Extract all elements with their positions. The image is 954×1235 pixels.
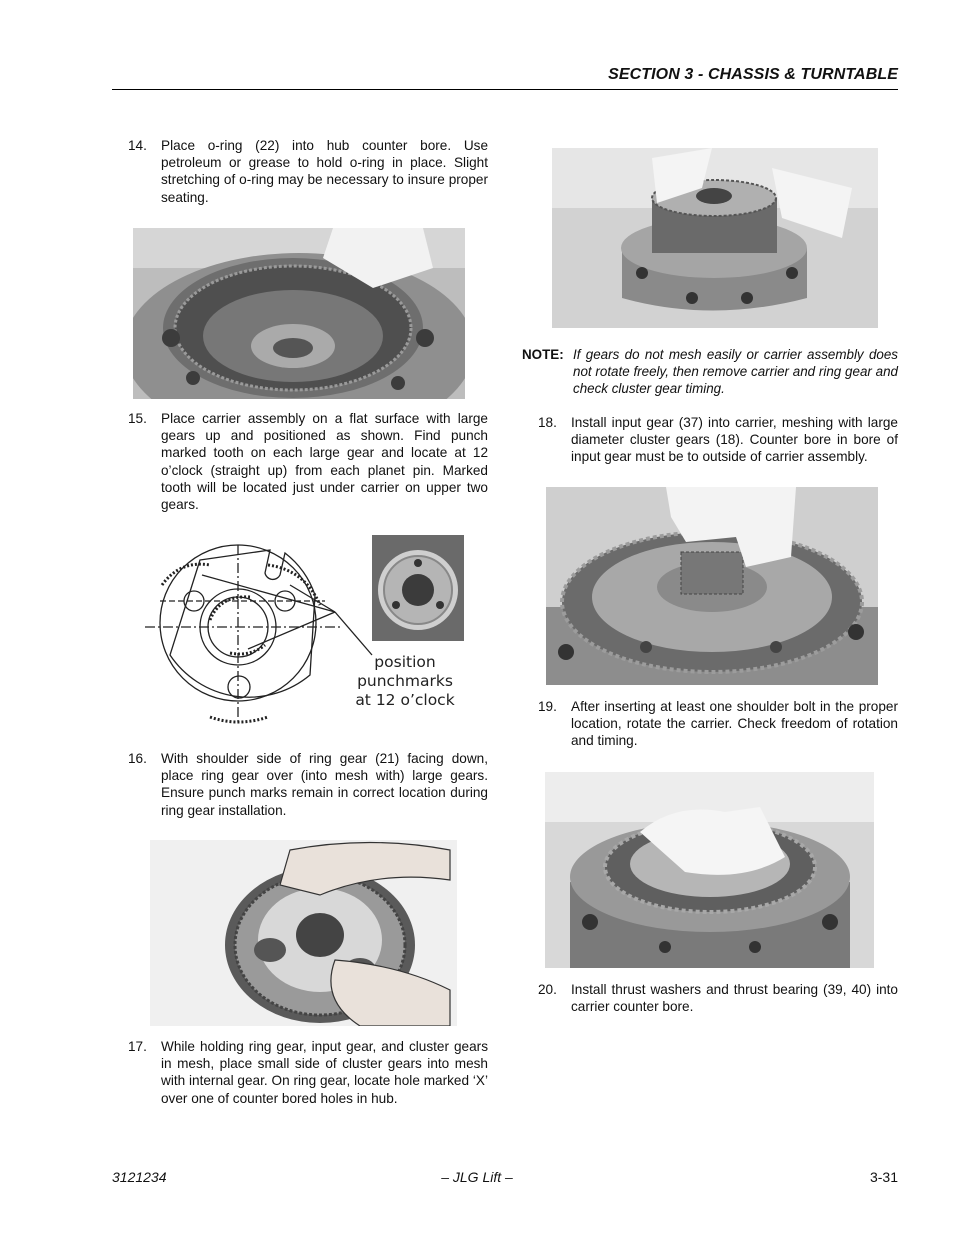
callout-line-1: position: [374, 653, 436, 671]
step-text: Install thrust washers and thrust bearing (39, 40) into carrier counter bore.: [571, 982, 898, 1015]
callout-line-3: at 12 o’clock: [355, 691, 455, 709]
step-18: [538, 414, 898, 468]
step-17: [128, 1038, 488, 1108]
step-text: After inserting at least one shoulder bolt in the proper location, rotate the carrier. Check freedom of rotation and timing.: [571, 699, 898, 749]
note-block: [522, 346, 898, 400]
page-number: 3-31: [869, 1169, 898, 1185]
step-text: With shoulder side of ring gear (21) facing down, place ring gear over (into mesh with) large gears. Ensure punch marks remain in correct location during ring gear installation.: [161, 751, 488, 818]
photo-input-gear: [546, 487, 878, 685]
step-number: 19.: [538, 699, 557, 714]
header-rule: [112, 89, 898, 90]
note-label: NOTE:: [522, 347, 564, 362]
step-number: 14.: [128, 138, 147, 153]
step-number: 16.: [128, 751, 147, 766]
step-15: [128, 410, 488, 514]
step-number: 20.: [538, 982, 557, 997]
step-number: 15.: [128, 411, 147, 426]
step-text: Place o-ring (22) into hub counter bore. Use petroleum or grease to hold o-ring in place. Slight stretching of o-ring may be necessary to insure proper seating.: [161, 138, 488, 205]
note-text: If gears do not mesh easily or carrier assembly does not rotate freely, then remove carrier and ring gear and check cluster gear timing.: [573, 347, 898, 397]
callout-line-2: punchmarks: [357, 672, 453, 690]
step-14: [128, 137, 488, 207]
photo-hub-oring: [133, 228, 465, 399]
step-number: 18.: [538, 415, 557, 430]
photo-rotate-carrier: [545, 772, 874, 968]
photo-cluster-gears: [552, 148, 878, 328]
footer-publisher: – JLG Lift –: [441, 1169, 513, 1185]
step-number: 17.: [128, 1039, 147, 1054]
step-text: Place carrier assembly on a flat surface with large gears up and positioned as shown. Find punch marked tooth on each large gear and locate at 12 o’clock (straight up) from each planet pin. Marked tooth will be located just under carrier on upper two gears.: [161, 411, 488, 513]
gear-timing-diagram: [140, 535, 470, 730]
step-19: [538, 698, 898, 752]
photo-ring-gear: [150, 840, 457, 1026]
doc-number: 3121234: [112, 1169, 167, 1185]
step-20: [538, 981, 898, 1017]
step-text: While holding ring gear, input gear, and cluster gears in mesh, place small side of cluster gears into mesh with internal gear. On ring gear, locate hole marked ‘X’ over one of counter bored holes in hub.: [161, 1039, 488, 1106]
step-text: Install input gear (37) into carrier, meshing with large diameter cluster gears (18). Counter bore in bore of input gear must be to outside of carrier assembly.: [571, 415, 898, 465]
section-title: SECTION 3 - CHASSIS & TURNTABLE: [608, 66, 898, 83]
step-16: [128, 750, 488, 820]
